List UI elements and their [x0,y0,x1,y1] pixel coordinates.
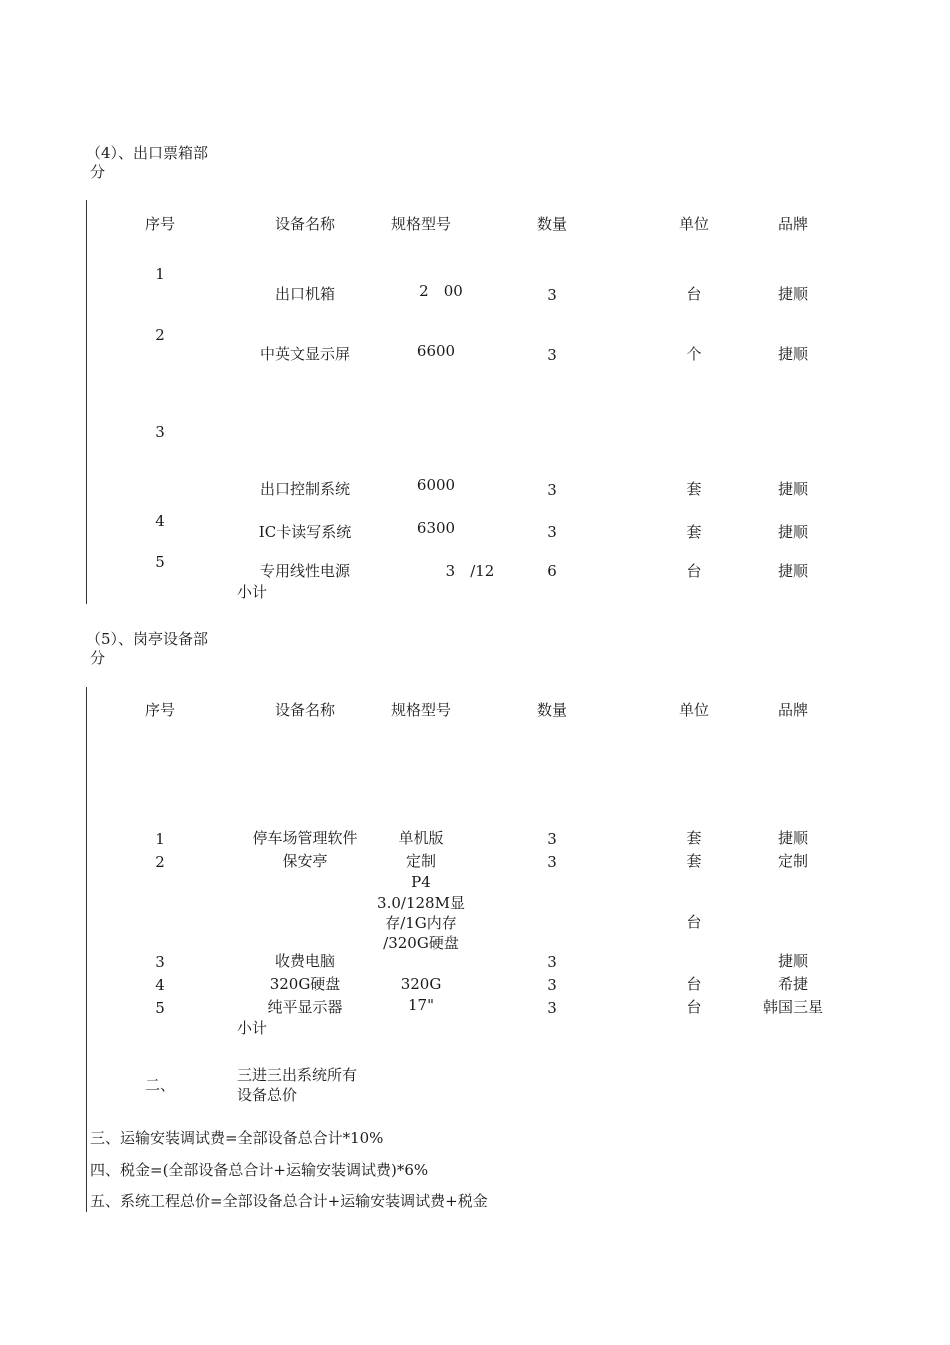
table-row-name: 收费电脑 [274,952,336,970]
table-row-unit: 套 [686,829,702,847]
left-rule-section5 [86,687,87,1212]
table-row-brand: 定制 [777,852,809,870]
section4-title-line2: 分 [90,163,106,181]
summary-total-line2: 设备总价 [237,1086,298,1104]
table-row-name: 出口机箱 [274,285,336,303]
table-row-unit: 套 [686,523,702,541]
section5-title-line2: 分 [90,649,106,667]
summary-line5: 五、系统工程总价=全部设备总合计+运输安装调试费+税金 [90,1192,488,1210]
table-row-no: 2 [155,326,165,344]
table-row-brand: 捷顺 [777,480,809,498]
table-row-spec: 定制 [405,852,437,870]
table-row-name: 停车场管理软件 [252,829,358,847]
table-row-qty: 3 [547,286,557,304]
table-row-unit: 台 [686,975,702,993]
table-row-brand: 捷顺 [777,345,809,363]
header-no: 序号 [144,701,176,719]
section4-subtotal: 小计 [237,583,268,601]
table-row-unit: 台 [686,562,702,580]
summary-total-line1: 三进三出系统所有 [237,1066,358,1084]
table-row-spec: 2 00 [419,282,463,300]
table-row-name: 纯平显示器 [267,998,343,1016]
table-row-spec-line: 存/1G内存 [385,914,457,932]
table-row-spec-line: /320G硬盘 [383,934,459,952]
table-row-brand: 韩国三星 [762,998,824,1016]
table-row-qty: 3 [547,523,557,541]
table-row-spec: 320G [400,975,442,993]
header-unit: 单位 [678,215,710,233]
table-row-brand: 捷顺 [777,562,809,580]
table-row-no: 1 [155,265,165,283]
table-row-spec-line: P4 [411,873,431,891]
table-row-qty: 3 [547,853,557,871]
header-spec: 规格型号 [390,701,452,719]
header-name: 设备名称 [274,701,336,719]
table-row-no: 3 [155,953,165,971]
table-row-qty: 3 [547,481,557,499]
table-row-spec: 6000 [416,476,456,494]
left-rule-section4 [86,200,87,604]
table-row-no: 3 [155,423,165,441]
table-row-no: 5 [155,553,165,571]
table-row-qty: 3 [547,830,557,848]
table-row-unit: 套 [686,480,702,498]
section5-title-line1: （5）、岗亭设备部 [86,630,209,648]
table-row-brand: 捷顺 [777,829,809,847]
table-row-name: 专用线性电源 [259,562,351,580]
header-spec: 规格型号 [390,215,452,233]
table-row-name: IC卡读写系统 [258,523,352,541]
table-row-no: 2 [155,853,165,871]
summary-label-two: 二、 [145,1076,176,1094]
summary-line3: 三、运输安装调试费=全部设备总合计*10% [90,1129,384,1147]
table-row-name: 320G硬盘 [269,975,341,993]
table-row-qty: 3 [547,999,557,1017]
table-row-name: 中英文显示屏 [259,345,351,363]
table-row-qty: 3 [547,976,557,994]
section4-title-line1: （4）、出口票箱部 [86,144,209,162]
table-row-name: 出口控制系统 [259,480,351,498]
table-row-qty: 3 [547,346,557,364]
header-unit: 单位 [678,701,710,719]
table-row-no: 5 [155,999,165,1017]
header-qty: 数量 [536,701,568,719]
table-row-brand: 捷顺 [777,285,809,303]
table-row-qty: 3 [547,953,557,971]
header-brand: 品牌 [777,701,809,719]
section5-subtotal: 小计 [237,1019,268,1037]
header-qty: 数量 [536,215,568,233]
table-row-no: 4 [155,512,165,530]
table-row-unit: 台 [686,285,702,303]
table-row-no: 4 [155,976,165,994]
table-row-spec-line: 3.0/128M显 [377,894,465,912]
summary-line4: 四、税金=(全部设备总合计+运输安装调试费)*6% [90,1161,429,1179]
table-row-name: 保安亭 [282,852,328,870]
table-row-qty: 6 [547,562,557,580]
table-row-unit: 台 [686,998,702,1016]
table-row-unit: 套 [686,852,702,870]
table-row-spec: 6600 [416,342,456,360]
table-row-spec: 6300 [416,519,456,537]
table-row-brand: 捷顺 [777,952,809,970]
header-name: 设备名称 [274,215,336,233]
table-row-no: 1 [155,830,165,848]
table-row-unit: 台 [686,913,702,931]
table-row-spec: 单机版 [398,829,444,847]
header-no: 序号 [144,215,176,233]
table-row-brand: 捷顺 [777,523,809,541]
table-row-spec: 17" [408,996,434,1014]
table-row-brand: 希捷 [777,975,809,993]
table-row-spec: 3 /12 [445,562,495,580]
table-row-unit: 个 [686,345,702,363]
header-brand: 品牌 [777,215,809,233]
